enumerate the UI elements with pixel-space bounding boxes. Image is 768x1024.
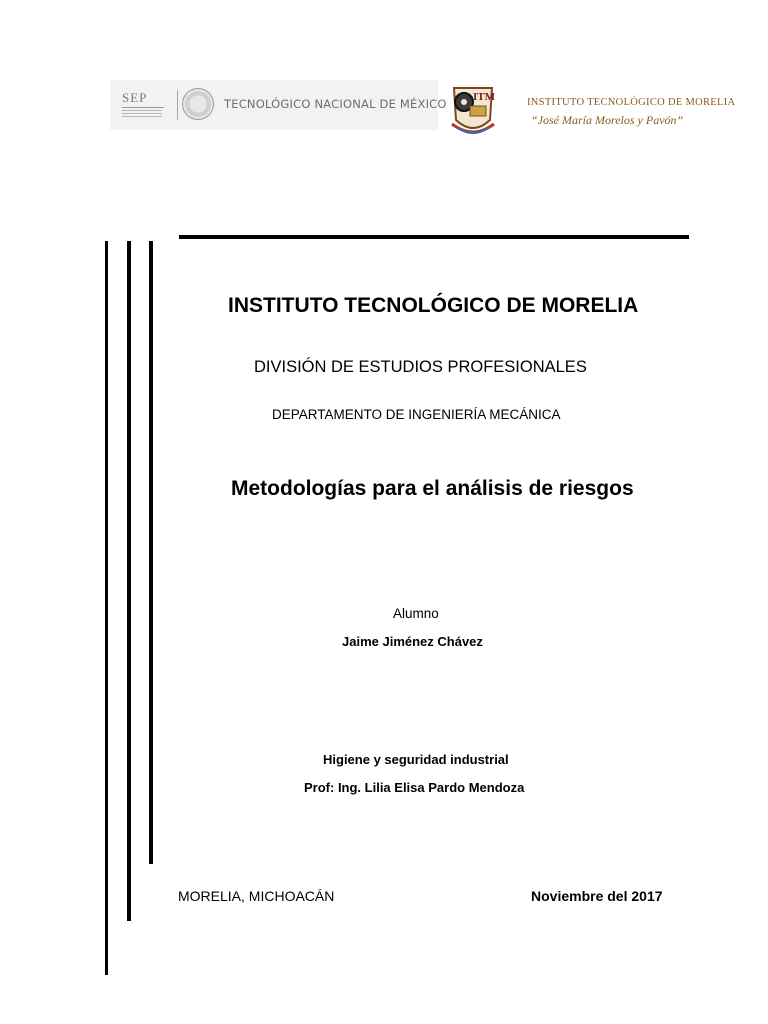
sep-logo-text: SEP xyxy=(122,90,148,105)
cover-top-rule xyxy=(179,235,689,239)
course-name: Higiene y seguridad industrial xyxy=(323,752,509,767)
svg-text:ITM: ITM xyxy=(473,91,495,103)
cover-left-bar-1 xyxy=(105,241,108,975)
logo-divider xyxy=(177,90,178,120)
document-title: Metodologías para el análisis de riesgos xyxy=(231,477,634,500)
tecnm-logo-text: TECNOLÓGICO NACIONAL DE MÉXICO xyxy=(224,97,447,111)
department-name: DEPARTAMENTO DE INGENIERÍA MECÁNICA xyxy=(272,407,561,422)
sep-logo-fineprint xyxy=(122,110,162,118)
cover-left-bar-3 xyxy=(149,241,153,864)
itm-crest-icon xyxy=(444,80,502,140)
itm-logo-title: INSTITUTO TECNOLÓGICO DE MORELIA xyxy=(527,97,736,108)
institute-name: INSTITUTO TECNOLÓGICO DE MORELIA xyxy=(228,294,639,317)
student-name: Jaime Jiménez Chávez xyxy=(342,634,483,649)
itm-logo-subtitle: “José María Morelos y Pavón” xyxy=(531,113,684,127)
location-text: MORELIA, MICHOACÁN xyxy=(178,888,335,904)
sep-logo-rule xyxy=(122,107,164,108)
student-label: Alumno xyxy=(393,606,439,621)
mexico-seal-icon xyxy=(182,88,214,120)
cover-left-bar-2 xyxy=(127,241,131,921)
date-text: Noviembre del 2017 xyxy=(531,888,663,904)
division-name: DIVISIÓN DE ESTUDIOS PROFESIONALES xyxy=(254,358,587,376)
sep-logo xyxy=(118,90,174,122)
professor-name: Prof: Ing. Lilia Elisa Pardo Mendoza xyxy=(304,780,525,795)
